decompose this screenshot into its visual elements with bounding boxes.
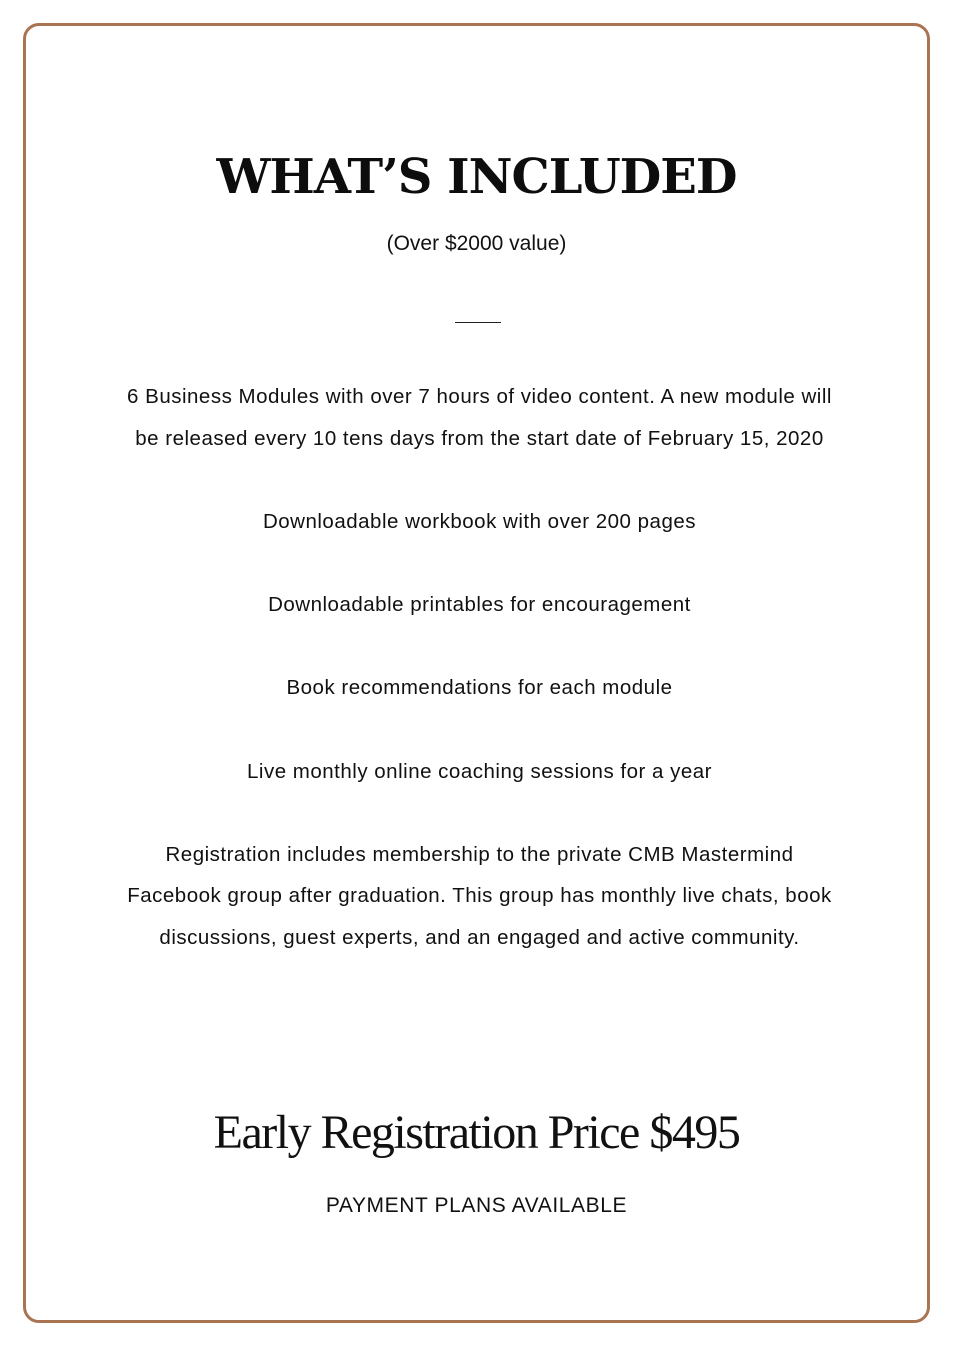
value-note: (Over $2000 value) bbox=[386, 232, 567, 255]
included-list bbox=[126, 376, 833, 1000]
included-item-books: Book recommendations for each module bbox=[286, 676, 673, 700]
price-heading: Early Registration Price $495 bbox=[213, 1106, 740, 1159]
payment-plans-note: PAYMENT PLANS AVAILABLE bbox=[325, 1194, 628, 1217]
included-card bbox=[23, 23, 930, 1323]
included-item-workbook: Downloadable workbook with over 200 pages bbox=[262, 509, 697, 533]
included-item-modules: 6 Business Modules with over 7 hours of video content. A new module will be released every 10 tens days from the start date of February 15, 2020 bbox=[127, 385, 832, 450]
included-item-printables: Downloadable printables for encouragement bbox=[268, 593, 691, 617]
included-item-coaching: Live monthly online coaching sessions for a year bbox=[247, 759, 712, 783]
included-item-membership: Registration includes membership to the private CMB Mastermind Facebook group after graduation. This group has monthly live chats, book discussions, guest experts, and an engaged and active community. bbox=[127, 842, 832, 950]
divider bbox=[455, 322, 501, 323]
section-heading: WHAT’S INCLUDED bbox=[216, 149, 737, 205]
